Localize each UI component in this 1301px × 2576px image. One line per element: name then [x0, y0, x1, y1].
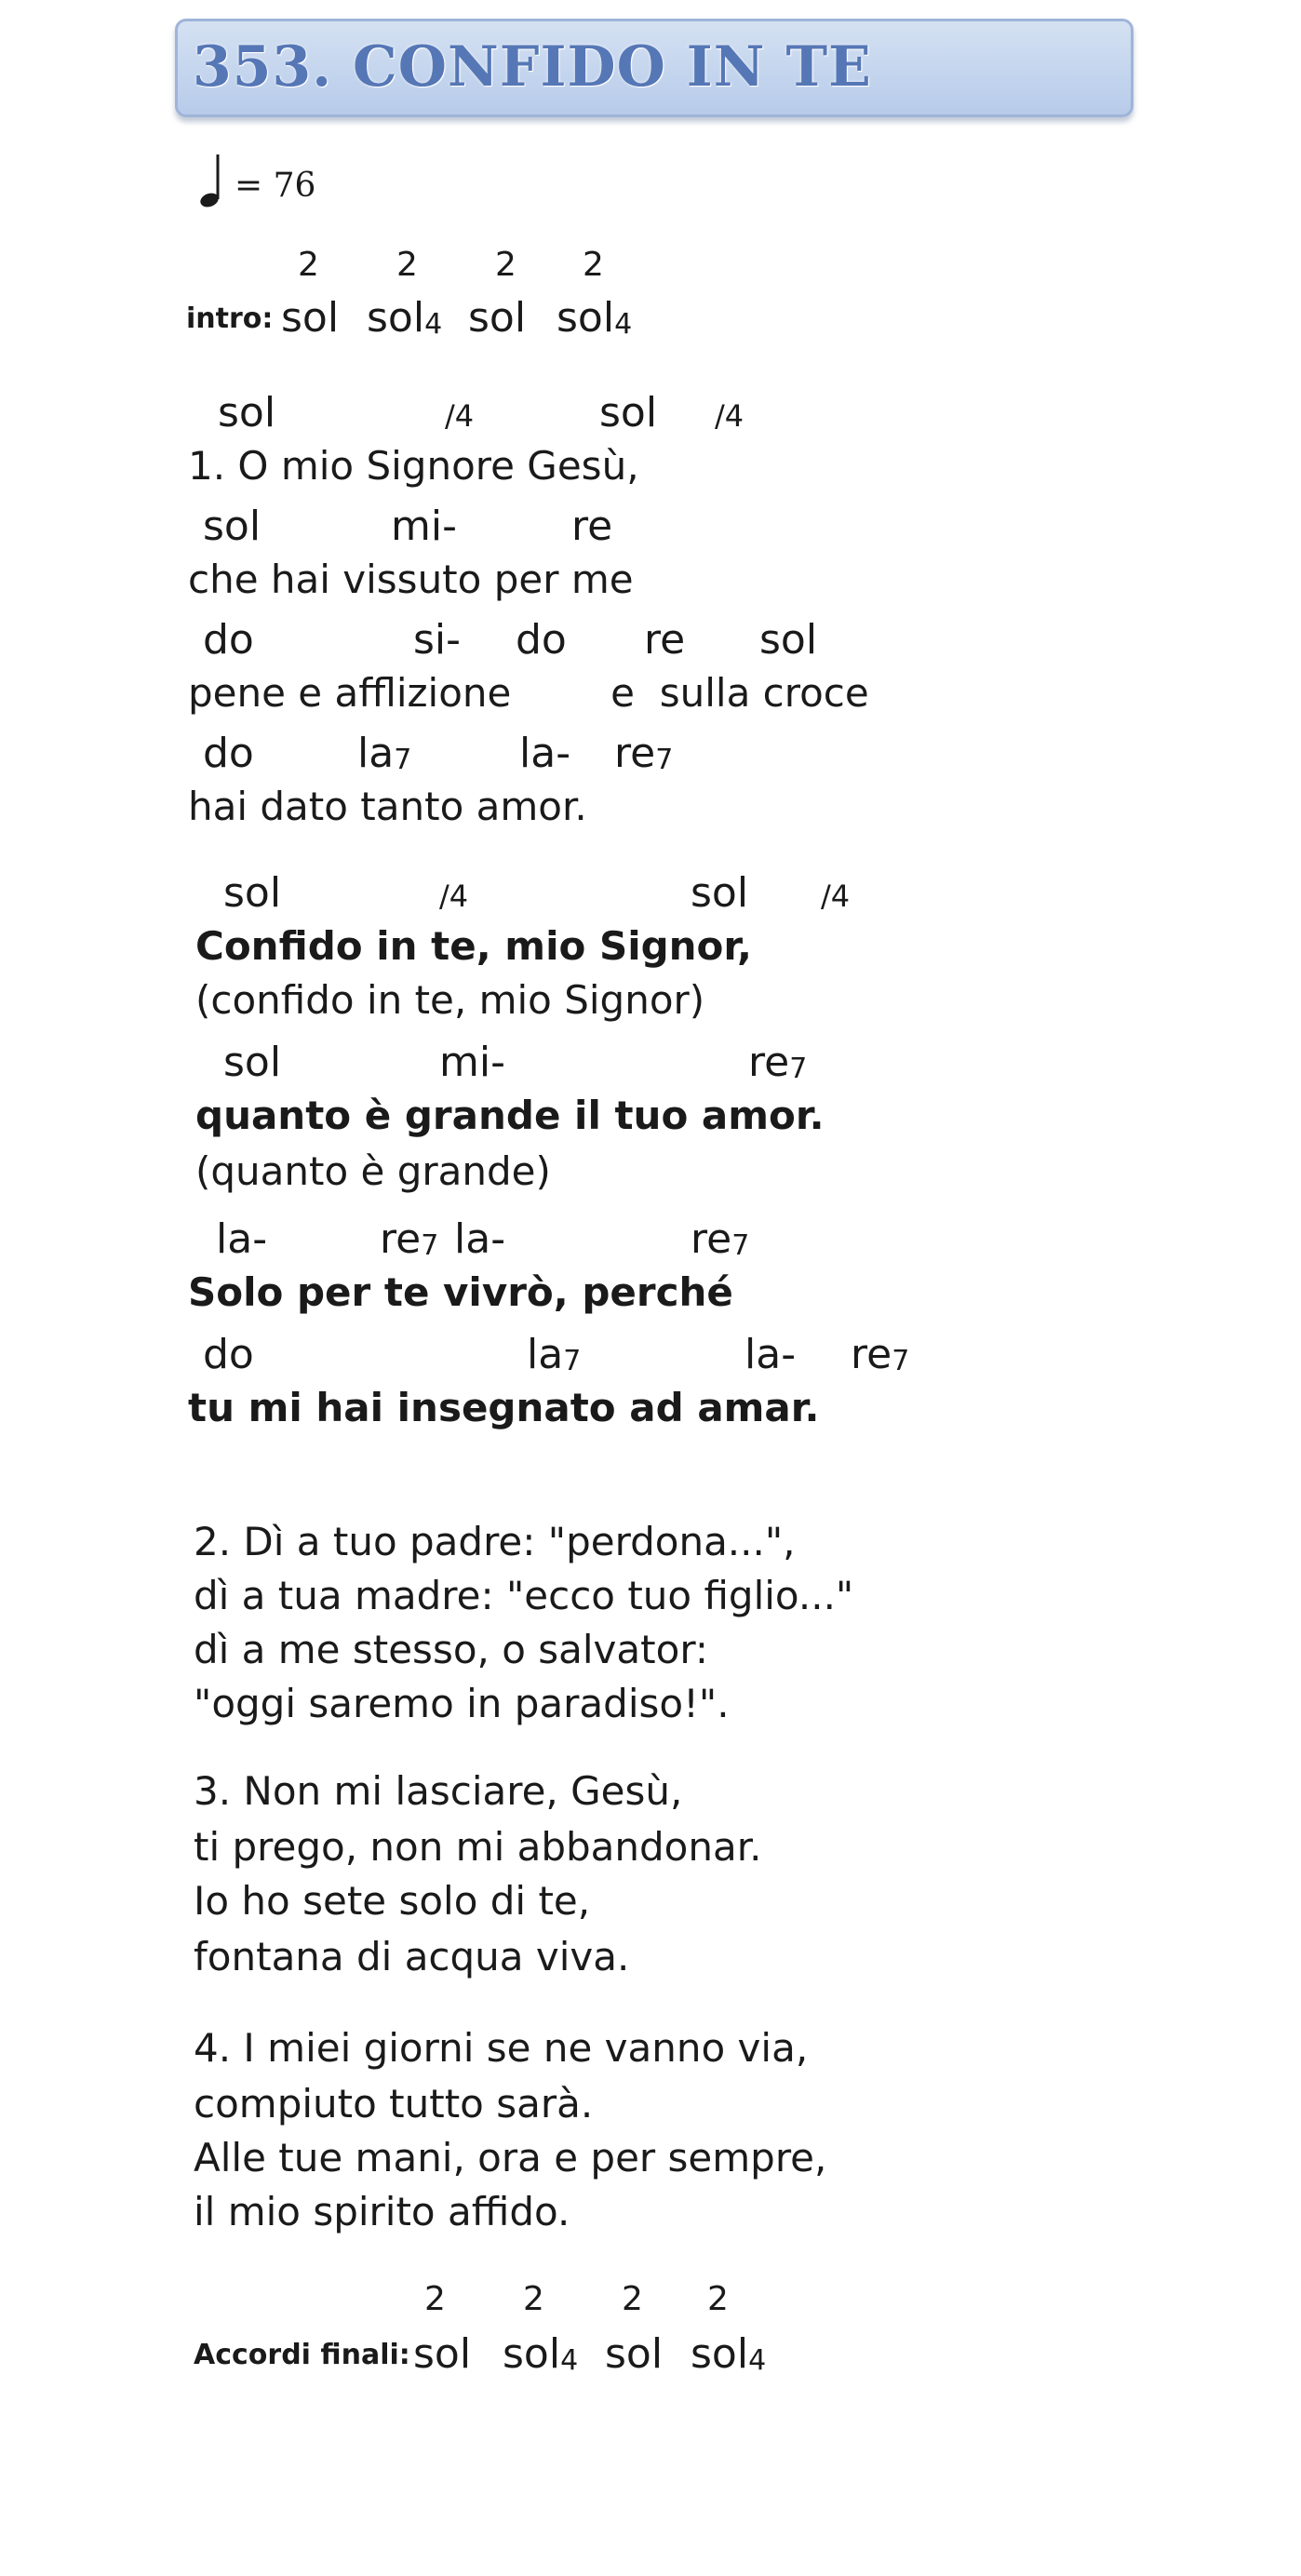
chord: mi- [391, 503, 457, 550]
final-chords-label: Accordi finali: [194, 2339, 410, 2371]
chord: do [203, 616, 254, 664]
song-title: 353. CONFIDO IN TE [193, 34, 872, 100]
chorus-line: quanto è grande il tuo amor. [195, 1093, 825, 1138]
chord: $re_7$ [380, 1215, 439, 1263]
chord: mi- [439, 1039, 505, 1086]
lyric-line: 4. I miei giorni se ne vanno via, [194, 2025, 809, 2071]
chord: la- [519, 730, 571, 777]
chord: sol [691, 869, 749, 917]
chord: $re_7$ [748, 1039, 808, 1086]
chord: /4 [439, 879, 469, 914]
lyric-line: fontana di acqua viva. [194, 1934, 630, 1979]
chord: sol$_4$ [367, 294, 443, 342]
final-number: 2 [622, 2280, 643, 2318]
chord: /4 [715, 398, 744, 434]
chord: /4 [445, 398, 475, 434]
lyric-line: dì a tua madre: "ecco tuo figlio..." [194, 1573, 854, 1618]
lyric-line: hai dato tanto amor. [188, 784, 587, 829]
chord: sol$_4$ [503, 2330, 579, 2378]
lyric-line: ti prego, non mi abbandonar. [194, 1824, 762, 1870]
chord: si- [413, 616, 462, 664]
chord: sol$_4$ [557, 294, 633, 342]
lyric-line: 2. Dì a tuo padre: "perdona...", [194, 1519, 796, 1564]
title-banner [175, 19, 1133, 117]
final-number: 2 [424, 2280, 446, 2318]
lyric-line: il mio spirito affido. [194, 2189, 570, 2234]
chord: do [203, 1331, 254, 1378]
chord: la- [454, 1215, 506, 1263]
chord: /4 [821, 879, 851, 914]
intro-label: intro: [186, 302, 274, 335]
chord: sol [599, 389, 658, 436]
tempo-value: = 76 [235, 167, 316, 205]
chord: la- [216, 1215, 268, 1263]
chorus-line: Confido in te, mio Signor, [195, 923, 752, 969]
intro-number: 2 [495, 246, 516, 284]
chord: do [516, 616, 567, 664]
intro-number: 2 [396, 246, 418, 284]
chord: re [644, 616, 686, 664]
lyric-line: Io ho sete solo di te, [194, 1878, 591, 1924]
chord: sol [223, 869, 282, 917]
lyric-line: che hai vissuto per me [188, 557, 634, 602]
chord: sol [468, 294, 527, 342]
lyric-line: dì a me stesso, o salvator: [194, 1627, 708, 1672]
chord: sol [218, 389, 276, 436]
chord: $la_7$ [357, 730, 412, 777]
chord: $re_7$ [614, 730, 674, 777]
chorus-line: tu mi hai insegnato ad amar. [188, 1385, 820, 1430]
chord: sol [203, 503, 262, 550]
chord: sol [281, 294, 340, 342]
chord: do [203, 730, 254, 777]
lyric-line: 3. Non mi lasciare, Gesù, [194, 1768, 683, 1814]
chord: sol [605, 2330, 664, 2378]
chord: $re_7$ [691, 1215, 750, 1263]
chord: la- [744, 1331, 797, 1378]
lyric-line: pene e afflizione e sulla croce [188, 670, 869, 716]
chord: re [571, 503, 613, 550]
intro-number: 2 [583, 246, 604, 284]
chord: $re_7$ [851, 1331, 910, 1378]
intro-number: 2 [298, 246, 319, 284]
lyric-line: 1. O mio Signore Gesù, [188, 443, 639, 489]
chord: sol$_4$ [691, 2330, 767, 2378]
chorus-echo-line: (confido in te, mio Signor) [195, 977, 705, 1023]
quarter-note-icon [197, 153, 225, 210]
chord: sol [413, 2330, 472, 2378]
final-number: 2 [707, 2280, 729, 2318]
chord: sol [759, 616, 818, 664]
chorus-line: Solo per te vivrò, perché [188, 1269, 733, 1315]
final-number: 2 [523, 2280, 544, 2318]
chord: sol [223, 1039, 282, 1086]
lyric-line: Alle tue mani, ora e per sempre, [194, 2135, 827, 2180]
chord: $la_7$ [527, 1331, 582, 1378]
chorus-echo-line: (quanto è grande) [195, 1148, 551, 1194]
lyric-line: compiuto tutto sarà. [194, 2081, 594, 2127]
lyric-line: "oggi saremo in paradiso!". [194, 1681, 730, 1726]
